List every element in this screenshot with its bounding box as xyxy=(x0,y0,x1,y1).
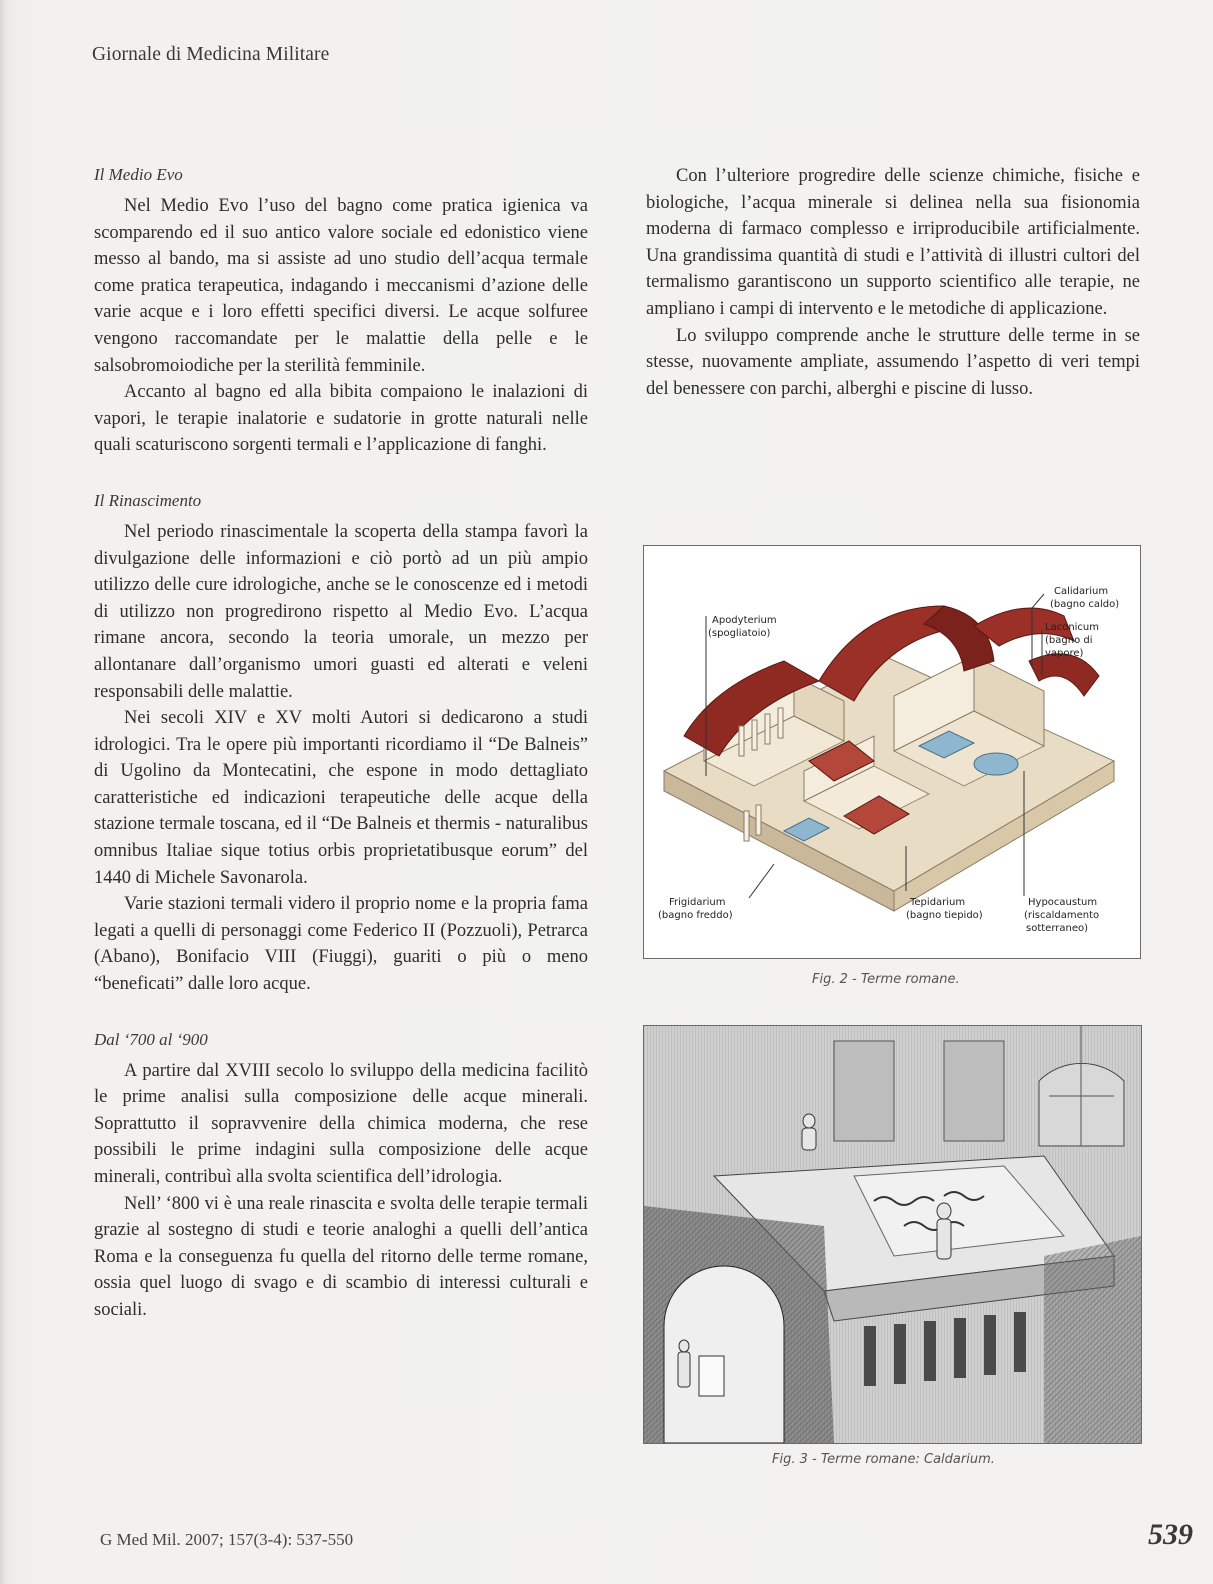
paragraph: Varie stazioni termali videro il proprio nome e la propria fama legati a quelli di personaggi come Federico II (Pozzuoli), Petrarca (Abano), Bonifacio VIII (Fiuggi), guariti o più o meno “beneficati” dalle loro acque. xyxy=(94,894,588,995)
caldarium-drawing xyxy=(644,1026,1141,1443)
label-hypocaustum-sub1: (riscaldamento xyxy=(1024,910,1100,921)
label-laconicum-sub1: (bagno di xyxy=(1045,635,1093,646)
label-tepidarium-sub: (bagno tiepido) xyxy=(906,910,983,921)
label-hypocaustum-sub2: sotterraneo) xyxy=(1026,923,1089,934)
label-apodyterium-sub: (spogliatoio) xyxy=(708,628,771,639)
label-tepidarium: Tepidarium xyxy=(910,897,966,908)
paragraph: Nel Medio Evo l’uso del bagno come pratica igienica va scomparendo ed il suo antico valore sociale ed edonistico viene messo al bando, ma si assiste ad uno studio dell’acqua termale come pratica terapeutica, indagando i meccanismi d’azione delle varie acque e i loro effetti specifici diversi. Le acque solfuree vengono raccomandate per le malattie della pelle e le salsobromoiodiche per la sterilità femminile. xyxy=(94,196,588,376)
paragraph: A partire dal XVIII secolo lo sviluppo della medicina facilitò le prime analisi sulla composizione delle acque minerali. Soprattutto il sopravvenire della chimica moderna, che rese possibili le prime indagini sulla composizione delle acque minerali, contribuì alla svolta scientifica dell’idrologia. xyxy=(94,1060,588,1187)
running-head: Giornale di Medicina Militare xyxy=(92,44,330,65)
figure-caldarium-illustration xyxy=(643,1025,1142,1444)
paragraph: Nei secoli XIV e XV molti Autori si dedicarono a studi idrologici. Tra le opere più importanti ricordiamo il “De Balneis” di Ugolino da Montecatini, che espone in modo dettagliato caratteristiche ed indicazioni terapeutiche delle acque della stazione termale toscana, ed il “De Balneis et thermis - naturalibus omnibus Italiae sique totius orbis proprietatibusque eorum” del 1440 di Michele Savonarola. xyxy=(94,708,588,888)
paragraph: Accanto al bagno ed alla bibita compaiono le inalazioni di vapori, le terapie inalatorie e sudatorie in grotte naturali nelle quali scaturiscono sorgenti termali e l’applicazione di fanghi. xyxy=(94,382,588,456)
label-calidarium-sub: (bagno caldo) xyxy=(1050,599,1120,610)
citation-footer: G Med Mil. 2007; 157(3-4): 537-550 xyxy=(100,1530,354,1549)
section-title-700-900: Dal ‘700 al ‘900 xyxy=(94,1029,208,1049)
label-frigidarium-sub: (bagno freddo) xyxy=(658,910,733,921)
label-apodyterium: Apodyterium xyxy=(712,615,777,626)
right-column xyxy=(646,163,1140,402)
page-number: 539 xyxy=(1148,1518,1193,1551)
terme-diagram-illustration xyxy=(644,546,1140,958)
label-laconicum: Laconicum xyxy=(1045,622,1100,633)
paragraph: Lo sviluppo comprende anche le strutture delle terme in se stesse, nuovamente ampliate, assumendo l’aspetto di veri tempi del benessere con parchi, alberghi e piscine di lusso. xyxy=(646,325,1140,399)
section-title-medio-evo: Il Medio Evo xyxy=(94,165,183,184)
figure-2-caption: Fig. 2 - Terme romane. xyxy=(812,972,960,987)
paragraph: Con l’ulteriore progredire delle scienze chimiche, fisiche e biologiche, l’acqua minerale si delinea nella sua fisionomia moderna di farmaco complesso e irriproducibile artificialmente. Una grandissima quantità di studi e l’attività di illustri cultori del termalismo garantiscono un supporto scientifico alle terapie, ne ampliano i campi di intervento e le metodiche di applicazione. xyxy=(646,166,1140,319)
left-column xyxy=(94,163,588,1324)
label-calidarium: Calidarium xyxy=(1054,586,1109,597)
paragraph: Nell’ ‘800 vi è una reale rinascita e svolta delle terapie termali grazie al sostegno di studi e teorie analoghi a quelli dell’antica Roma e la conseguenza fu quella del ritorno delle terme romane, ossia quel luogo di svago e di scambio di interessi culturali e sociali. xyxy=(94,1193,588,1320)
label-laconicum-sub2: vapore) xyxy=(1045,648,1084,659)
label-hypocaustum: Hypocaustum xyxy=(1028,897,1098,908)
paragraph: Nel periodo rinascimentale la scoperta della stampa favorì la divulgazione delle informazioni e ciò portò ad un più ampio utilizzo delle cure idrologiche, anche se le conoscenze ed i metodi di utilizzo non progredirono rispetto al Medio Evo. L’acqua rimane ancora, secondo la teoria umorale, un mezzo per allontanare dall’organismo umori guasti ed alterati e veleni responsabili delle malattie. xyxy=(94,521,588,702)
section-title-rinascimento: Il Rinascimento xyxy=(94,490,202,510)
figure-terme-romane-diagram xyxy=(643,545,1141,959)
figure-3-caption: Fig. 3 - Terme romane: Caldarium. xyxy=(772,1452,995,1467)
label-frigidarium: Frigidarium xyxy=(669,897,726,908)
